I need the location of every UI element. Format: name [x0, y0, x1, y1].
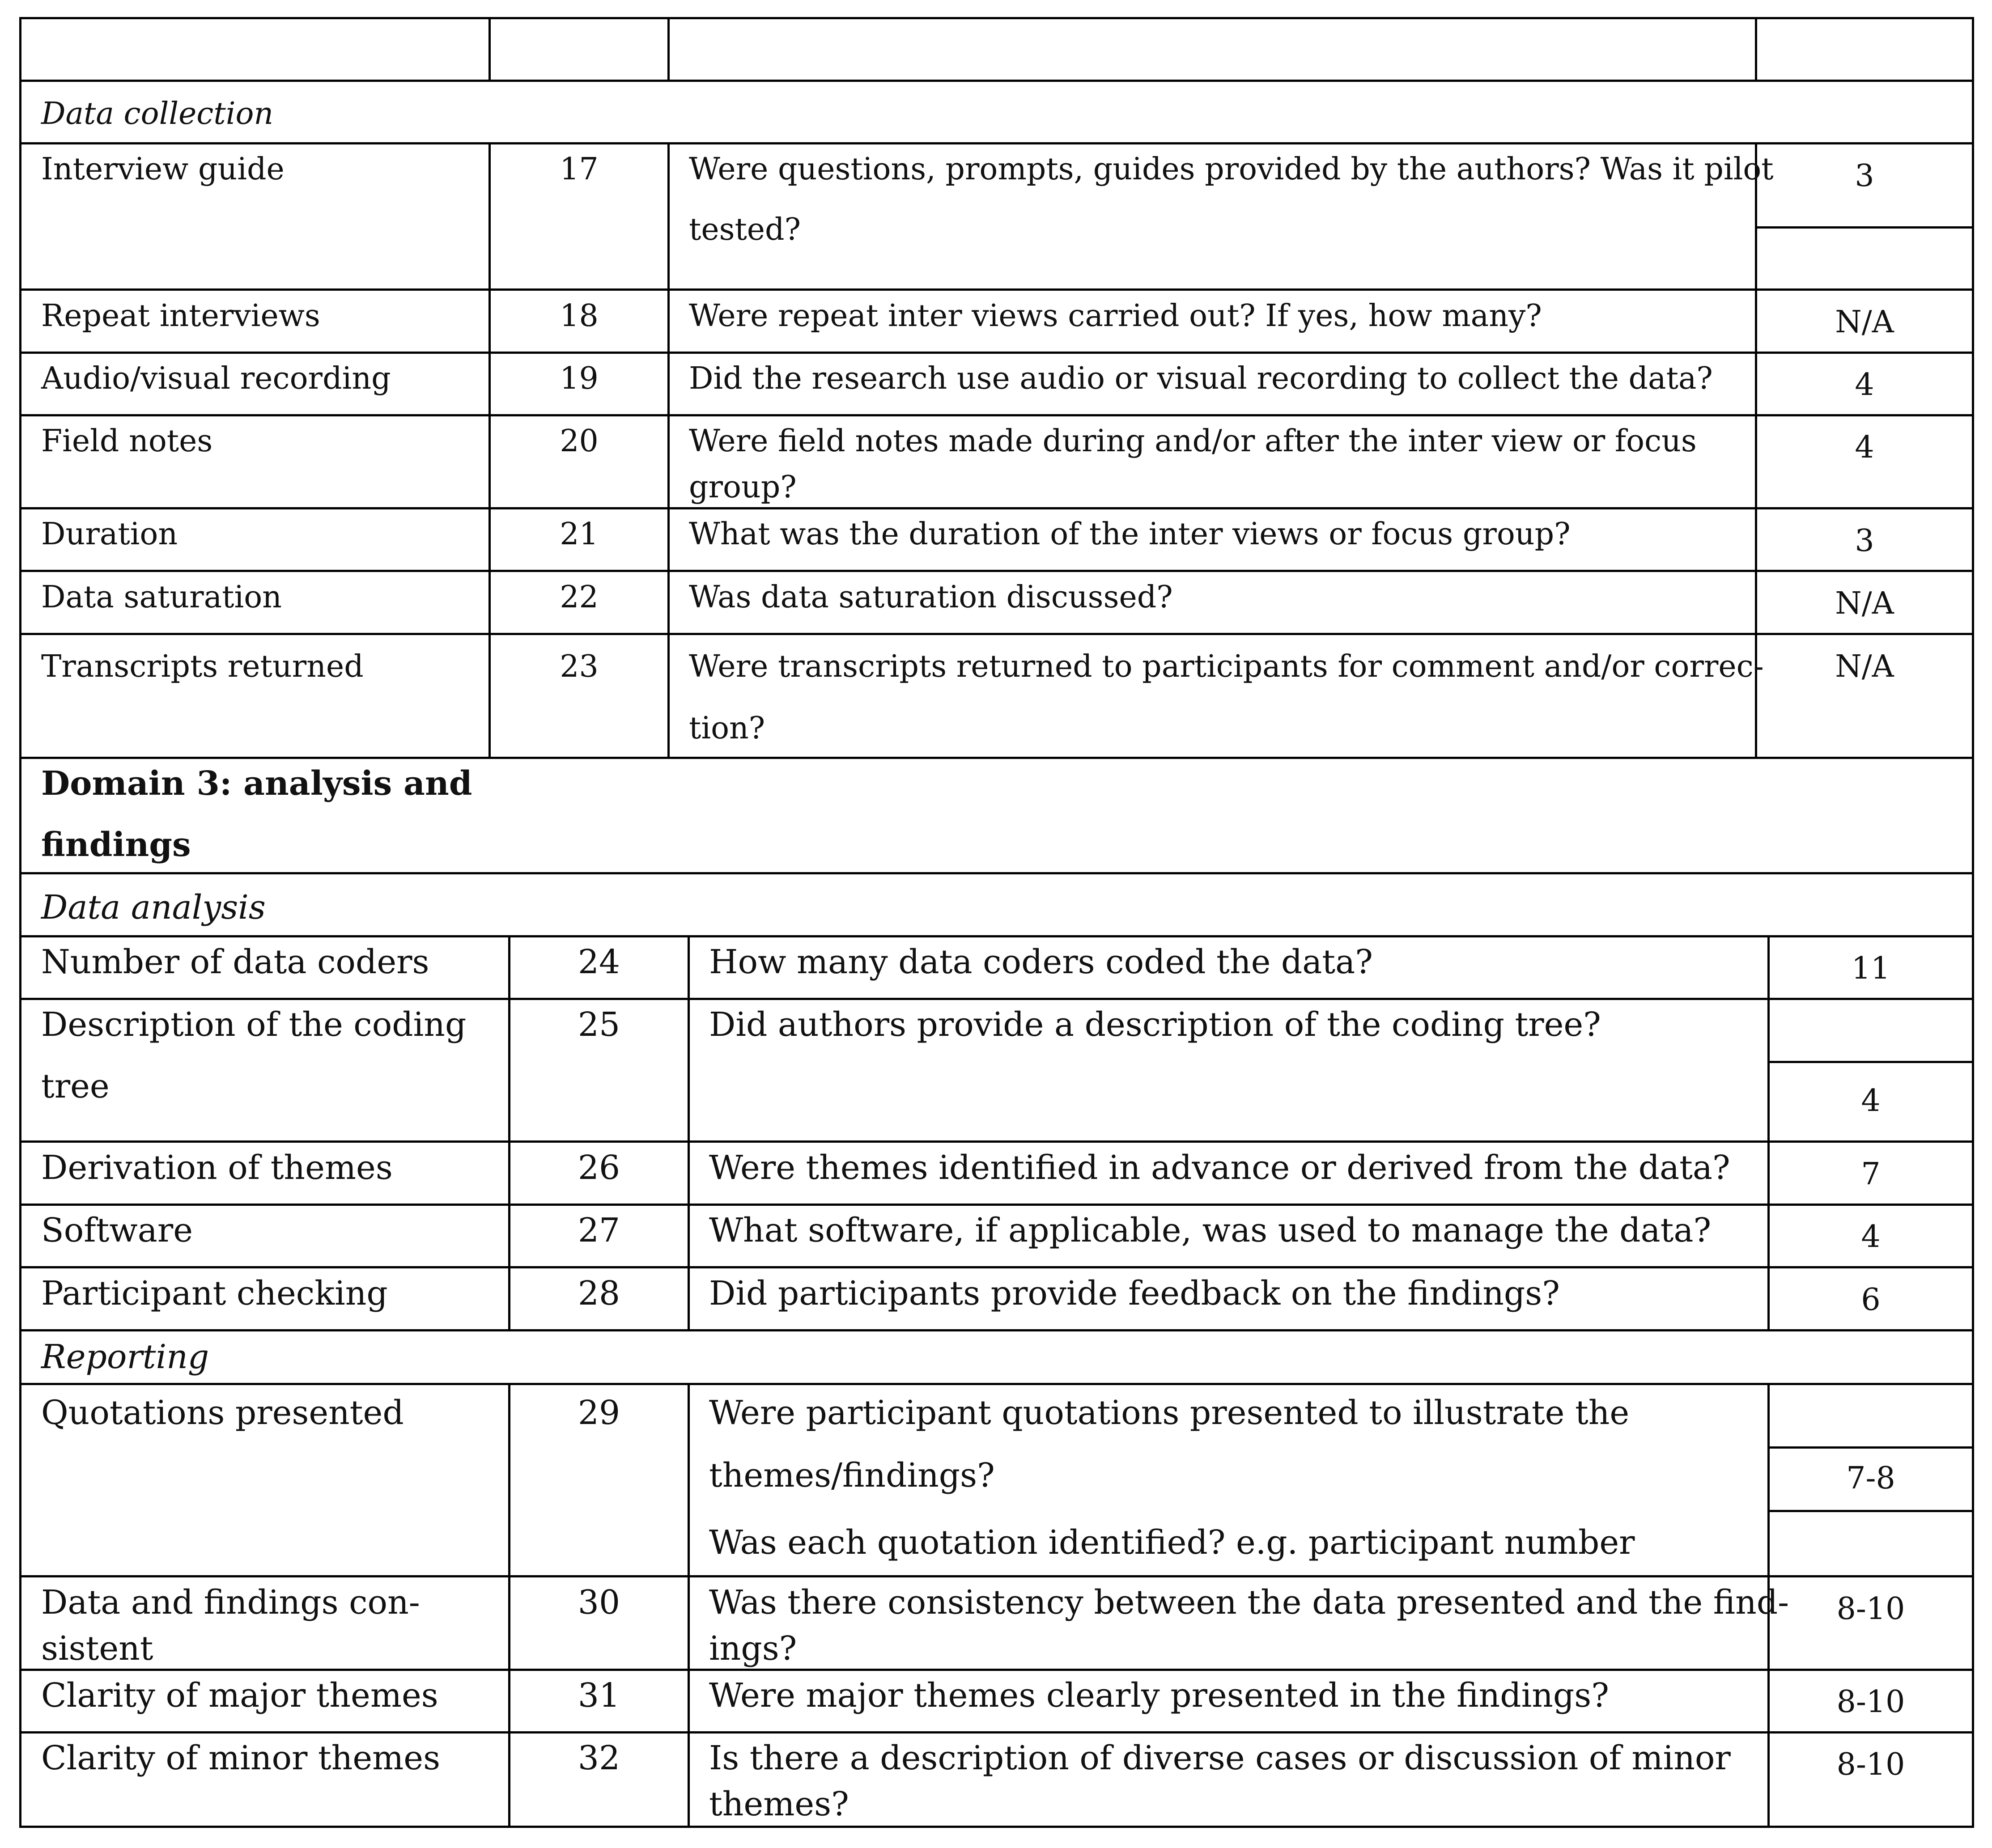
row-topic: Interview guide — [41, 152, 285, 187]
grid-line — [19, 1329, 1974, 1331]
section-domain-3-line-2: findings — [41, 826, 191, 864]
row-item-number: 18 — [560, 298, 599, 334]
section-data-analysis: Data analysis — [41, 888, 266, 927]
row-question: Did participants provide feedback on the findings? — [709, 1274, 1560, 1313]
row-topic: Software — [41, 1211, 193, 1250]
row-topic: Audio/visual recording — [41, 361, 391, 396]
row-item-number: 20 — [560, 424, 599, 459]
row-question: Were themes identified in advance or derived from the data? — [709, 1149, 1730, 1187]
row-question: What software, if applicable, was used to manage the data? — [709, 1211, 1712, 1250]
row-topic: Derivation of themes — [41, 1149, 393, 1187]
grid-line — [19, 80, 1974, 82]
row-page-reference: N/A — [1835, 649, 1894, 684]
row-item-number: 21 — [560, 517, 599, 552]
grid-line — [688, 1383, 690, 1828]
row-question: What was the duration of the inter views or focus group? — [689, 517, 1571, 552]
row-topic: Number of data coders — [41, 943, 429, 981]
row-question-line: ings? — [709, 1629, 797, 1668]
row-question-line: Was there consistency between the data presented and the find- — [709, 1583, 1789, 1622]
row-topic: Repeat interviews — [41, 298, 320, 334]
row-topic: Quotations presented — [41, 1394, 404, 1432]
grid-line — [488, 17, 491, 81]
row-topic-line: sistent — [41, 1629, 153, 1668]
section-domain-3-line-1: Domain 3: analysis and — [41, 764, 472, 803]
grid-line — [667, 142, 670, 758]
row-question-line: Is there a description of diverse cases or discussion of minor — [709, 1739, 1731, 1777]
row-item-number: 26 — [578, 1149, 620, 1187]
row-question-line: Were questions, prompts, guides provided by the authors? Was it pilot — [689, 152, 1774, 187]
row-page-reference: 3 — [1855, 523, 1874, 559]
grid-line — [1755, 17, 1757, 81]
row-page-reference: 11 — [1851, 951, 1890, 986]
row-page-reference: 8-10 — [1836, 1747, 1905, 1782]
row-item-number: 22 — [560, 580, 599, 615]
row-page-reference: 4 — [1861, 1083, 1881, 1119]
row-page-reference: 4 — [1855, 430, 1874, 465]
row-question: How many data coders coded the data? — [709, 943, 1373, 981]
row-page-reference: 8-10 — [1836, 1591, 1905, 1627]
row-page-reference: 7-8 — [1846, 1461, 1895, 1496]
row-question-line: themes? — [709, 1785, 849, 1823]
row-page-reference: 7 — [1861, 1157, 1881, 1192]
row-item-number: 28 — [578, 1274, 620, 1313]
row-item-number: 27 — [578, 1211, 620, 1250]
section-data-collection: Data collection — [41, 96, 274, 131]
row-item-number: 23 — [560, 649, 599, 684]
row-topic: Duration — [41, 517, 178, 552]
row-question-line: Were transcripts returned to participants for comment and/or correc- — [689, 649, 1764, 684]
row-item-number: 32 — [578, 1739, 620, 1777]
row-topic: Field notes — [41, 424, 213, 459]
section-reporting: Reporting — [41, 1338, 209, 1376]
row-page-reference: 3 — [1855, 158, 1874, 194]
grid-line — [19, 1826, 1974, 1828]
row-topic: Transcripts returned — [41, 649, 364, 684]
row-question: Was data saturation discussed? — [689, 580, 1173, 615]
grid-line — [1767, 1061, 1974, 1063]
grid-line — [19, 17, 1974, 19]
row-page-reference: 8-10 — [1836, 1684, 1905, 1720]
row-page-reference: 6 — [1861, 1282, 1881, 1318]
row-question: Were repeat inter views carried out? If yes, how many? — [689, 298, 1542, 334]
row-question: Were major themes clearly presented in the findings? — [709, 1676, 1609, 1715]
grid-line — [667, 17, 670, 81]
grid-line — [1755, 226, 1974, 229]
row-topic: Clarity of major themes — [41, 1676, 438, 1715]
row-topic-line: Description of the coding — [41, 1005, 467, 1044]
row-item-number: 29 — [578, 1394, 620, 1432]
row-question: Did the research use audio or visual recording to collect the data? — [689, 361, 1713, 396]
row-topic: Clarity of minor themes — [41, 1739, 441, 1777]
grid-line — [19, 633, 1974, 635]
row-page-reference: 4 — [1861, 1219, 1881, 1255]
row-page-reference: N/A — [1835, 305, 1894, 340]
row-question: Did authors provide a description of the coding tree? — [709, 1005, 1601, 1044]
row-topic-line: tree — [41, 1067, 110, 1106]
row-item-number: 25 — [578, 1005, 620, 1044]
row-page-reference: N/A — [1835, 586, 1894, 621]
row-question-line: tested? — [689, 212, 801, 247]
row-topic: Data saturation — [41, 580, 282, 615]
row-item-number: 30 — [578, 1583, 620, 1622]
row-page-reference: 4 — [1855, 367, 1874, 403]
row-topic-line: Data and findings con- — [41, 1583, 420, 1622]
row-item-number: 24 — [578, 943, 620, 981]
row-topic: Participant checking — [41, 1274, 388, 1313]
row-item-number: 31 — [578, 1676, 620, 1715]
row-question-line: Was each quotation identified? e.g. participant number — [709, 1523, 1635, 1562]
row-question-line: tion? — [689, 711, 765, 746]
row-question-line: Were participant quotations presented to illustrate the — [709, 1394, 1630, 1432]
row-question-line: themes/findings? — [709, 1456, 995, 1495]
grid-line — [1767, 1510, 1974, 1512]
row-item-number: 17 — [560, 152, 599, 187]
grid-line — [688, 935, 690, 1330]
row-question-line: Were field notes made during and/or after the inter view or focus — [689, 424, 1697, 459]
row-item-number: 19 — [560, 361, 599, 396]
grid-line — [19, 872, 1974, 874]
row-question-line: group? — [689, 470, 797, 505]
